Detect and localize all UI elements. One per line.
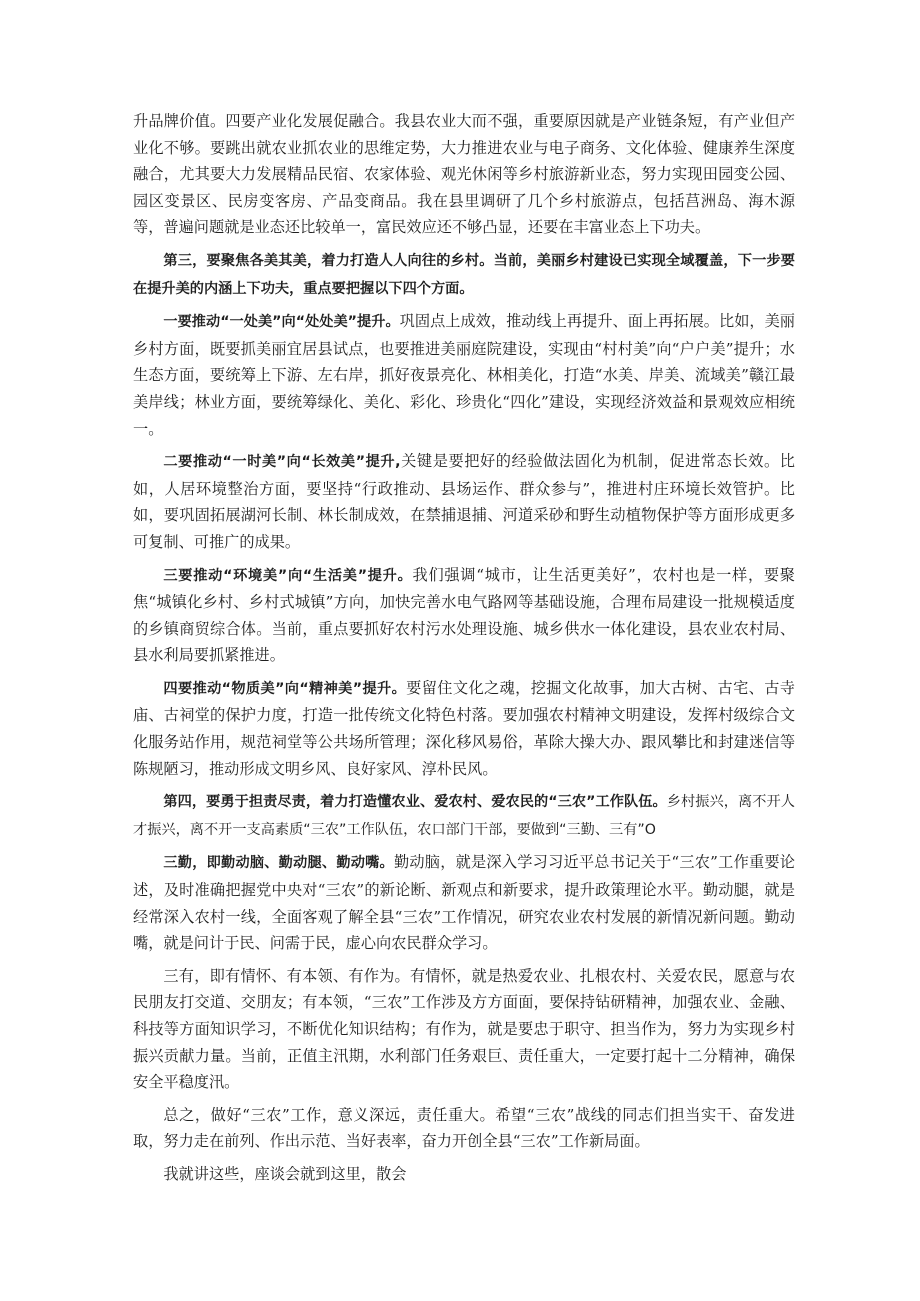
paragraph-lead: 四要推动“物质美”向“精神美”提升。 [163,680,407,697]
document-page [133,108,795,1194]
paragraph-beauty-four [133,675,795,782]
paragraph-lead: 三要推动“环境美”向“生活美”提升。 [163,567,413,584]
paragraph-text: 三有，即有情怀、有本领、有作为。有情怀，就是热爱农业、扎根农村、关爱农民，愿意与农民朋友打交道、交朋友；有本领，“三农”工作涉及方方面面，要保持钻研精神，加强农业、金融、科技等方面知识学习，不断优化知识结构；有作为，就是要忠于职守、担当作为，努力为实现乡村振兴贡献力量。当前，正值主汛期，水利部门任务艰巨、责任重大，一定要打起十二分精神，确保安全平稳度汛。 [133,966,795,1092]
paragraph-point-three-heading [133,247,795,302]
paragraph-text: 关键是要把好的经验做法固化为机制，促进常态长效。比如，人居环境整治方面，要坚持“行政推动、县场运作、群众参与”，推进村庄环境长效管护。比如，要巩固拓展湖河长制、林长制成效，在禁捕退捕、河道采砂和野生动植物保护等方面形成更多可复制、可推广的成果。 [133,452,795,551]
section-heading: 第四，要勇于担责尽责，着力打造懂农业、爱农村、爱农民的“三农”工作队伍。 [163,794,667,811]
paragraph-lead: 一要推动“一处美”向“处处美”提升。 [163,314,400,331]
paragraph-text: 升品牌价值。四要产业化发展促融合。我县农业大而不强，重要原因就是产业链条短，有产业但产业化不够。要跳出就农业抓农业的思维定势，大力推进农业与电子商务、文化体验、健康养生深度融合，尤其要大力发展精品民宿、农家体验、观光休闲等乡村旅游新业态，努力实现田园变公园、园区变景区、民房变客房、产品变商品。我在县里调研了几个乡村旅游点，包括莒洲岛、海木源等，普遍问题就是业态还比较单一，富民效应还不够凸显，还要在丰富业态上下功夫。 [133,112,795,237]
paragraph-text: 我就讲这些，座谈会就到这里，散会 [163,1164,407,1183]
paragraph-three-diligences [133,849,795,956]
paragraph-conclusion [133,1102,795,1155]
paragraph-lead: 三勤，即勤动脑、勤动腿、勤动嘴。 [163,855,394,872]
paragraph-industry-integration [133,108,795,241]
paragraph-text: 乡村振兴，离不开人才振兴，离不开一支高素质“三农”工作队伍，农口部门干部，要做到“三勤、三有”O [133,794,795,838]
section-heading: 第三，要聚焦各美其美，着力打造人人向往的乡村。当前，美丽乡村建设已实现全域覆盖，下一步要在提升美的内涵上下功夫，重点要把握以下四个方面。 [133,252,795,297]
paragraph-text: 我们强调“城市，让生活更美好”，农村也是一样，要聚焦“城镇化乡村、乡村式城镇”方向，加快完善水电气路网等基础设施，合理布局建设一批规模适度的乡镇商贸综合体。当前，重点要抓好农村污水处理设施、城乡供水一体化建设，县农业农村局、县水利局要抓紧推进。 [133,565,795,665]
paragraph-text: 巩固点上成效，推动线上再提升、面上再拓展。比如，美丽乡村方面，既要抓美丽宜居县试点，也要推进美丽庭院建设，实现由“村村美”向“户户美”提升；水生态方面，要统筹上下游、左右岸，抓好夜景亮化、林相美化，打造“水美、岸美、流域美”赣江最美岸线；林业方面，要统筹绿化、美化、彩化、珍贵化“四化”建设，实现经济效益和景观效应相统一。 [133,312,795,438]
paragraph-beauty-three [133,562,795,669]
paragraph-beauty-one [133,308,795,442]
paragraph-point-four-heading [133,788,795,843]
paragraph-text: 总之，做好“三农”工作，意义深远，责任重大。希望“三农”战线的同志们担当实干、奋发进取，努力走在前列、作出示范、当好表率，奋力开创全县“三农”工作新局面。 [133,1105,795,1151]
paragraph-lead: 二要推动“一时美”向“长效美”提升, [163,454,401,471]
paragraph-beauty-two [133,448,795,555]
paragraph-text: 要留住文化之魂，挖掘文化故事，加大古树、古宅、古寺庙、古祠堂的保护力度，打造一批传统文化特色村落。要加强农村精神文明建设，发挥村级综合文化服务站作用，规范祠堂等公共场所管理；深化移风易俗，革除大操大办、跟风攀比和封建迷信等陈规陋习，推动形成文明乡风、良好家风、淳朴民风。 [133,678,795,778]
paragraph-closing [133,1161,795,1188]
paragraph-text: 勤动脑，就是深入学习习近平总书记关于“三农”工作重要论述，及时准确把握党中央对“三农”的新论断、新观点和新要求，提升政策理论水平。勤动腿，就是经常深入农村一线，全面客观了解全县“三农”工作情况，研究农业农村发展的新情况新问题。勤动嘴，就是问计于民、问需于民，虚心向农民群众学习。 [133,853,795,953]
paragraph-three-haves [133,963,795,1096]
